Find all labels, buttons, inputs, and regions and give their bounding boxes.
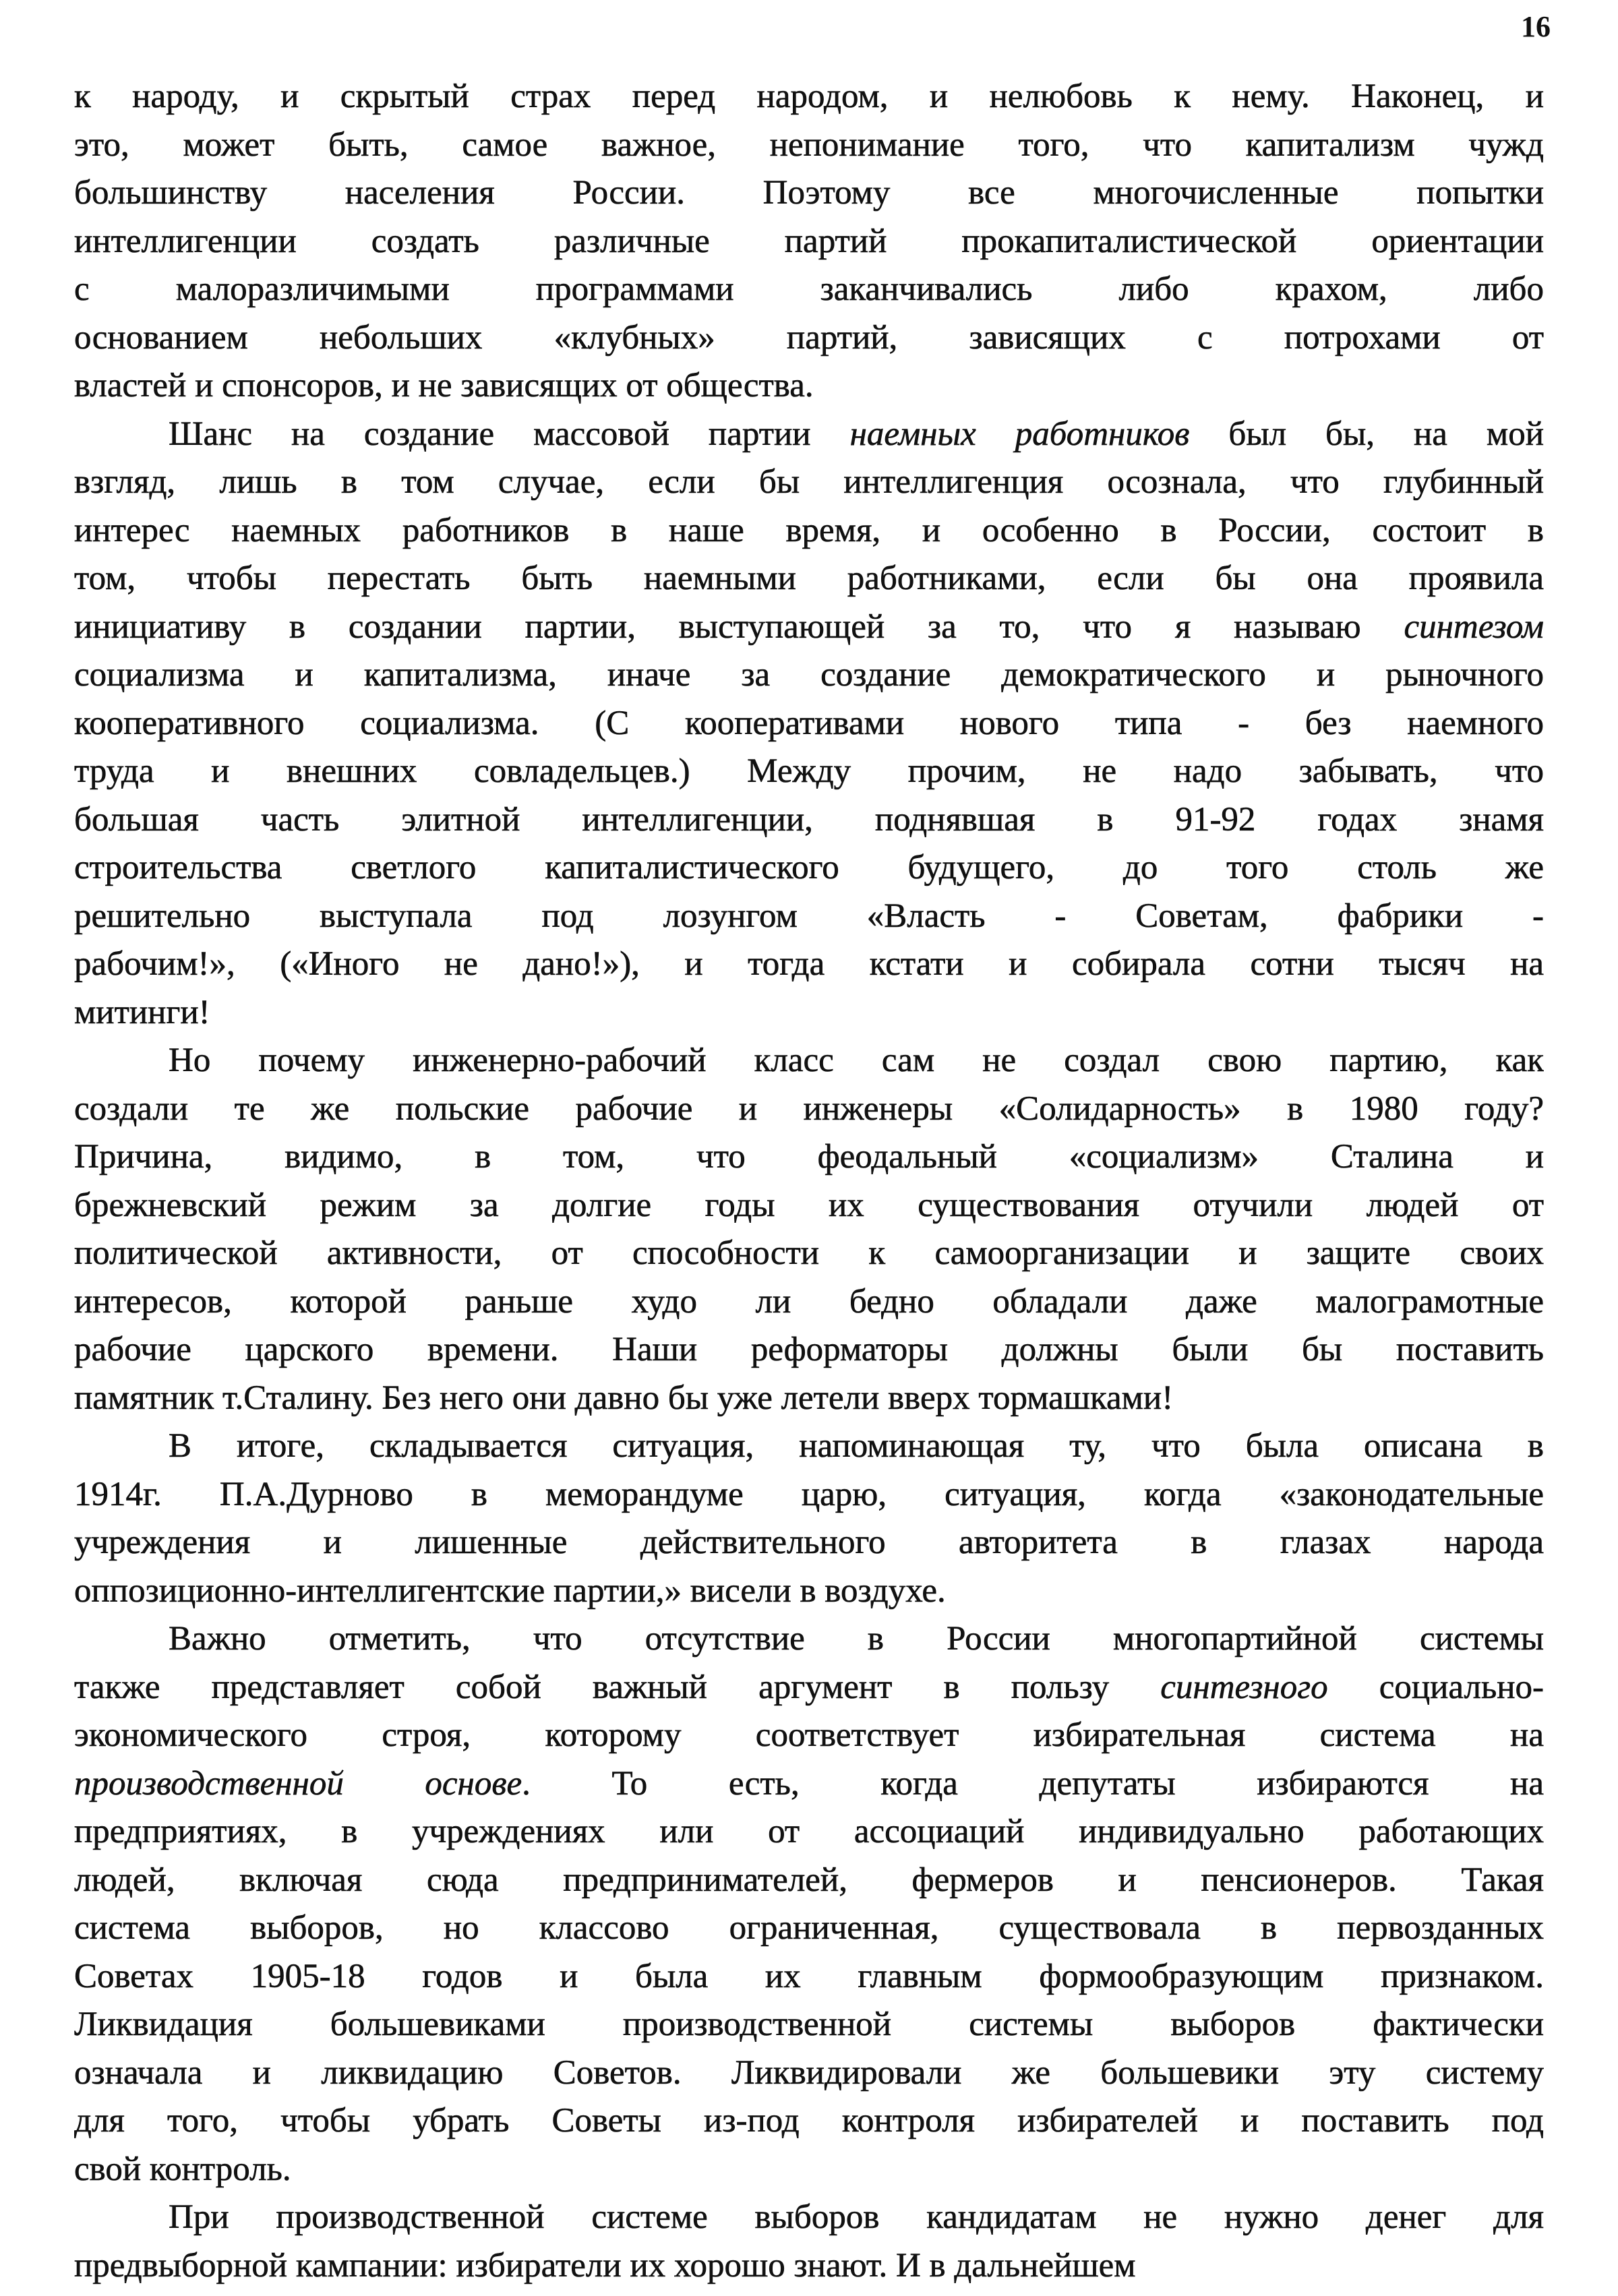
- text-segment: властей и спонсоров, и не зависящих от общества.: [74, 367, 814, 404]
- text-segment: также представляет собой важный аргумент в пользу: [74, 1668, 1161, 1706]
- text-line: [74, 2194, 1544, 2242]
- text-segment: решительно выступала под лозунгом «Власть - Советам, фабрики -: [74, 897, 1544, 935]
- text-segment: учреждения и лишенные действительного авторитета в глазах народа: [74, 1523, 1544, 1561]
- text-line: [74, 1953, 1544, 2001]
- paragraph: [74, 1422, 1544, 1615]
- text-segment: инициативу в создании партии, выступающей за то, что я называю: [74, 607, 1404, 646]
- text-segment: большая часть элитной интеллигенции, поднявшая в 91-92 годах знамя: [74, 800, 1544, 839]
- text-segment: большинству населения России. Поэтому все многочисленные попытки: [74, 174, 1544, 212]
- text-line: [74, 1182, 1544, 1230]
- text-line: [74, 1615, 1544, 1664]
- paragraph: [74, 411, 1544, 1037]
- text-line: [74, 1519, 1544, 1567]
- text-line: [74, 362, 1544, 411]
- text-segment: митинги!: [74, 993, 210, 1031]
- text-line: [74, 411, 1544, 459]
- text-line: [74, 2146, 1544, 2194]
- italic-text: производственной основе: [74, 1764, 522, 1803]
- text-segment: строительства светлого капиталистического будущего, до того столь же: [74, 849, 1544, 886]
- text-line: [74, 1133, 1544, 1182]
- text-segment: людей, включая сюда предпринимателей, фермеров и пенсионеров. Такая: [74, 1861, 1544, 1899]
- text-line: [74, 507, 1544, 555]
- italic-text: синтезного: [1160, 1668, 1328, 1706]
- text-segment: к народу, и скрытый страх перед народом, и нелюбовь к нему. Наконец, и: [74, 78, 1544, 115]
- text-segment: Важно отметить, что отсутствие в России многопартийной системы: [169, 1620, 1544, 1658]
- text-segment: . То есть, когда депутаты избираются на: [522, 1764, 1544, 1803]
- text-line: [74, 1712, 1544, 1760]
- text-line: [74, 844, 1544, 893]
- text-line: [74, 1230, 1544, 1278]
- paragraph: [74, 2194, 1544, 2290]
- text-segment: система выборов, но классово ограниченная, существовала в первозданных: [74, 1909, 1544, 1947]
- text-segment: это, может быть, самое важное, непонимание того, что капитализм чужд: [74, 125, 1544, 164]
- text-segment: рабочие царского времени. Наши реформаторы должны были бы поставить: [74, 1331, 1544, 1368]
- text-line: [74, 1904, 1544, 1953]
- text-segment: интерес наемных работников в наше время, и особенно в России, состоит в: [74, 511, 1544, 549]
- text-line: [74, 2049, 1544, 2098]
- text-segment: 1914г. П.А.Дурново в меморандуме царю, ситуация, когда «законодательные: [74, 1475, 1544, 1513]
- text-line: [74, 1856, 1544, 1905]
- text-line: [74, 1567, 1544, 1616]
- page-number: 16: [1521, 10, 1551, 43]
- text-line: [74, 1278, 1544, 1327]
- text-segment: интересов, которой раньше худо ли бедно обладали даже малограмотные: [74, 1282, 1544, 1321]
- paragraph: [74, 73, 1544, 411]
- text-segment: Причина, видимо, в том, что феодальный «социализм» Сталина и: [74, 1138, 1544, 1176]
- text-line: [74, 1760, 1544, 1809]
- text-line: [74, 314, 1544, 363]
- text-segment: интеллигенции создать различные партий прокапиталистической ориентации: [74, 222, 1544, 260]
- text-line: [74, 700, 1544, 748]
- text-line: [74, 748, 1544, 796]
- text-segment: кооперативного социализма. (С кооперативами нового типа - без наемного: [74, 704, 1544, 742]
- text-line: [74, 989, 1544, 1037]
- text-line: [74, 1664, 1544, 1712]
- text-segment: Ликвидация большевиками производственной системы выборов фактически: [74, 2005, 1544, 2043]
- text-line: [74, 121, 1544, 170]
- text-segment: взгляд, лишь в том случае, если бы интеллигенция осознала, что глубинный: [74, 463, 1544, 501]
- text-segment: оппозиционно-интеллигентские партии,» висели в воздухе.: [74, 1571, 946, 1610]
- text-line: [74, 1808, 1544, 1856]
- paragraph: [74, 1037, 1544, 1422]
- text-line: [74, 1374, 1544, 1423]
- text-segment: рабочим!», («Иного не дано!»), и тогда кстати и собирала сотни тысяч на: [74, 945, 1544, 983]
- text-segment: предприятиях, в учреждениях или от ассоциаций индивидуально работающих: [74, 1813, 1544, 1850]
- text-segment: означала и ликвидацию Советов. Ликвидировали же большевики эту систему: [74, 2053, 1544, 2092]
- text-line: [74, 555, 1544, 603]
- text-segment: был бы, на мой: [1189, 415, 1544, 453]
- text-segment: Советах 1905-18 годов и была их главным формообразующим признаком.: [74, 1957, 1544, 1995]
- text-line: [74, 2097, 1544, 2146]
- text-segment: для того, чтобы убрать Советы из-под контроля избирателей и поставить под: [74, 2102, 1544, 2140]
- text-segment: экономического строя, которому соответствует избирательная система на: [74, 1716, 1544, 1754]
- text-segment: создали те же польские рабочие и инженеры «Солидарность» в 1980 году?: [74, 1089, 1544, 1128]
- text-segment: Но почему инженерно-рабочий класс сам не создал свою партию, как: [169, 1041, 1544, 1079]
- text-segment: труда и внешних совладельцев.) Между прочим, не надо забывать, что: [74, 752, 1544, 790]
- text-segment: основанием небольших «клубных» партий, зависящих с потрохами от: [74, 318, 1544, 357]
- text-segment: В итоге, складывается ситуация, напоминающая ту, что была описана в: [169, 1427, 1544, 1465]
- text-line: [74, 1326, 1544, 1374]
- text-segment: памятник т.Сталину. Без него они давно бы уже летели вверх тормашками!: [74, 1379, 1174, 1417]
- text-line: [74, 603, 1544, 652]
- text-segment: брежневский режим за долгие годы их существования отучили людей от: [74, 1186, 1544, 1224]
- italic-text: наемных работников: [849, 415, 1190, 453]
- text-segment: свой контроль.: [74, 2150, 291, 2188]
- text-segment: том, чтобы перестать быть наемными работниками, если бы она проявила: [74, 560, 1544, 597]
- text-line: [74, 2001, 1544, 2049]
- text-segment: предвыборной кампании: избиратели их хорошо знают. И в дальнейшем: [74, 2246, 1136, 2285]
- document-body-text: [74, 73, 1544, 2290]
- text-segment: Шанс на создание массовой партии: [169, 415, 850, 453]
- italic-text: синтезом: [1404, 607, 1544, 646]
- text-line: [74, 651, 1544, 700]
- text-line: [74, 458, 1544, 507]
- text-segment: политической активности, от способности к самоорганизации и защите своих: [74, 1234, 1544, 1272]
- text-line: [74, 796, 1544, 845]
- text-line: [74, 218, 1544, 266]
- text-line: [74, 169, 1544, 218]
- text-line: [74, 940, 1544, 989]
- text-segment: с малоразличимыми программами заканчивались либо крахом, либо: [74, 270, 1544, 308]
- text-segment: социализма и капитализма, иначе за создание демократического и рыночного: [74, 656, 1544, 694]
- text-line: [74, 1037, 1544, 1085]
- text-line: [74, 1471, 1544, 1519]
- text-line: [74, 1085, 1544, 1134]
- text-segment: При производственной системе выборов кандидатам не нужно денег для: [169, 2198, 1544, 2236]
- text-line: [74, 73, 1544, 121]
- text-line: [74, 1422, 1544, 1471]
- text-line: [74, 2242, 1544, 2291]
- paragraph: [74, 1615, 1544, 2194]
- text-line: [74, 893, 1544, 941]
- text-line: [74, 266, 1544, 314]
- text-segment: социально-: [1327, 1668, 1544, 1706]
